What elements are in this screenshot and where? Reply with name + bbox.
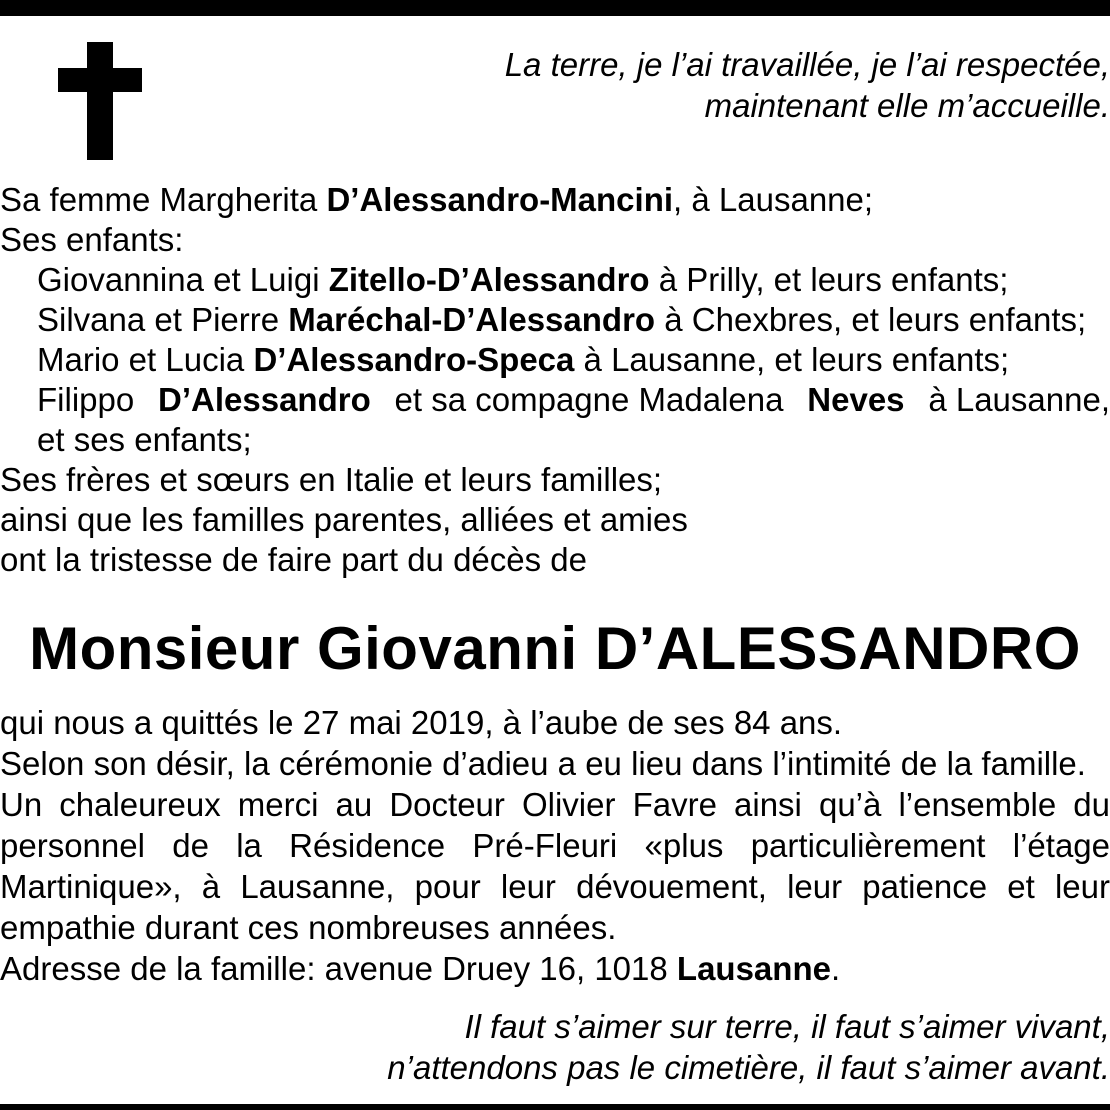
wife-name: D’Alessandro-Mancini [326, 181, 674, 218]
siblings-line: Ses frères et sœurs en Italie et leurs familles; [0, 461, 663, 498]
child-name: D’Alessandro-Speca [253, 341, 575, 378]
family-list [0, 180, 1110, 580]
child-line-continuation: et ses enfants; [37, 421, 252, 458]
child-name: D’Alessandro [158, 381, 371, 418]
bottom-border-rule [0, 1104, 1110, 1110]
child-line-filippo: Filippo D’Alessandro et sa compagne Madalena Neves à Lausanne, [37, 381, 1110, 418]
partner-name: Neves [807, 381, 905, 418]
top-border-rule [0, 0, 1110, 16]
closing-quote [310, 1006, 1110, 1088]
death-date-line: qui nous a quittés le 27 mai 2019, à l’aube de ses 84 ans. [0, 704, 843, 741]
epigraph-quote [350, 44, 1110, 126]
child-line: Giovannina et Luigi Zitello-D’Alessandro à Prilly, et leurs enfants; [37, 261, 1009, 298]
cross-icon [58, 42, 142, 160]
closing-line-2: n’attendons pas le cimetière, il faut s’aimer avant. [387, 1049, 1110, 1086]
child-line: Mario et Lucia D’Alessandro-Speca à Lausanne, et leurs enfants; [37, 341, 1010, 378]
epigraph-line-1: La terre, je l’ai travaillée, je l’ai respectée, [504, 46, 1110, 83]
children-heading: Ses enfants: [0, 221, 184, 258]
closing-line-1: Il faut s’aimer sur terre, il faut s’aimer vivant, [464, 1008, 1110, 1045]
deceased-name: Monsieur Giovanni D’ALESSANDRO [29, 615, 1081, 682]
child-name: Zitello-D’Alessandro [328, 261, 650, 298]
child-line: Silvana et Pierre Maréchal-D’Alessandro à Chexbres, et leurs enfants; [37, 301, 1087, 338]
address-city: Lausanne [676, 950, 831, 987]
wife-line: Sa femme Margherita D’Alessandro-Mancini, à Lausanne; [0, 181, 874, 218]
address-line: Adresse de la famille: avenue Druey 16, 1018 Lausanne. [0, 950, 841, 987]
ceremony-line: Selon son désir, la cérémonie d’adieu a eu lieu dans l’intimité de la famille. [0, 745, 1086, 782]
child-name: Maréchal-D’Alessandro [288, 301, 656, 338]
epigraph-line-2: maintenant elle m’accueille. [704, 87, 1110, 124]
relatives-line: ainsi que les familles parentes, alliées et amies [0, 501, 688, 538]
notice-body [0, 702, 1110, 989]
announcement-line: ont la tristesse de faire part du décès de [0, 541, 588, 578]
thanks-paragraph: Un chaleureux merci au Docteur Olivier Favre ainsi qu’à l’ensemble du personnel de la Résidence Pré-Fleuri «plus particulièrement l’étage Martinique», à Lausanne, pour leur dévouement, leur patience et leur empathie durant ces nombreuses années. [0, 786, 1110, 946]
